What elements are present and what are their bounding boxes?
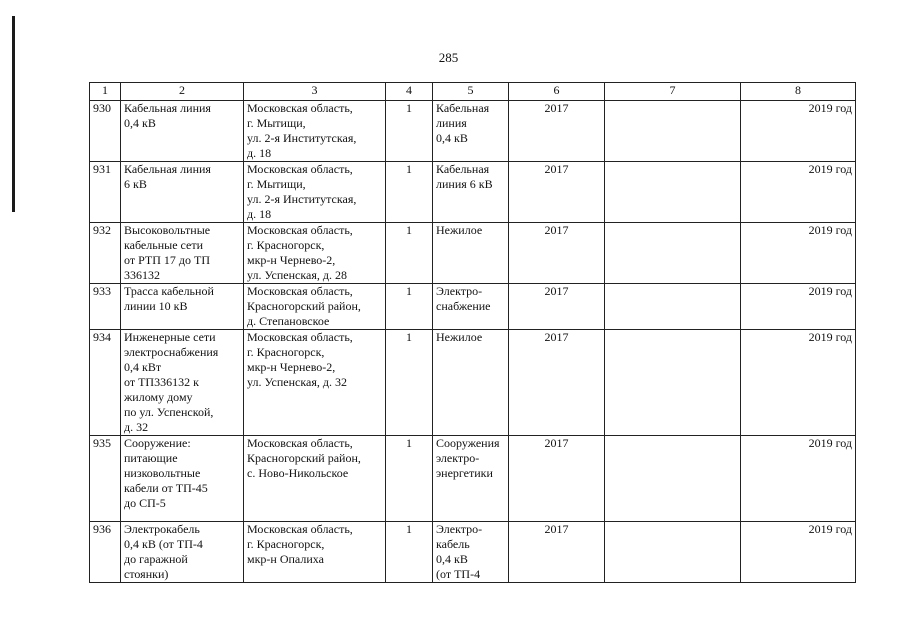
- table-body: [90, 83, 856, 583]
- table-row: [90, 436, 856, 522]
- address-cell-line: г. Красногорск,: [247, 238, 325, 252]
- object-name-cell: [121, 101, 244, 162]
- address-cell-line: мкр-н Чернево-2,: [247, 253, 336, 267]
- year-cell: 2017: [509, 330, 605, 436]
- object-name-cell-line: 0,4 кВ: [124, 116, 156, 130]
- object-name-cell: [121, 522, 244, 583]
- column-7-cell: [605, 522, 741, 583]
- address-cell-line: с. Ново-Никольское: [247, 466, 349, 480]
- table-header-row: [90, 83, 856, 101]
- object-name-cell-line: низковольтные: [124, 466, 201, 480]
- address-cell: [244, 284, 386, 330]
- address-cell-line: Московская область,: [247, 284, 353, 298]
- header-cell: 6: [509, 83, 605, 101]
- address-cell-line: Московская область,: [247, 101, 353, 115]
- address-cell-line: г. Мытищи,: [247, 177, 306, 191]
- object-type-cell-line: Сооружения: [436, 436, 500, 450]
- address-cell-line: Московская область,: [247, 330, 353, 344]
- object-name-cell-line: 0,4 кВт: [124, 360, 162, 374]
- deadline-cell: 2019 год: [741, 330, 856, 436]
- object-type-cell: [433, 522, 509, 583]
- address-cell-line: ул. 2-я Институтская,: [247, 131, 357, 145]
- object-name-cell-line: стоянки): [124, 567, 169, 581]
- address-cell: [244, 436, 386, 522]
- address-cell-line: мкр-н Чернево-2,: [247, 360, 336, 374]
- address-cell-line: мкр-н Опалиха: [247, 552, 324, 566]
- object-type-cell: [433, 101, 509, 162]
- address-cell: [244, 162, 386, 223]
- deadline-cell: 2019 год: [741, 223, 856, 284]
- address-cell: [244, 330, 386, 436]
- object-type-cell-line: 0,4 кВ: [436, 552, 468, 566]
- address-cell-line: г. Мытищи,: [247, 116, 306, 130]
- header-cell: 1: [90, 83, 121, 101]
- object-type-cell-line: Нежилое: [436, 330, 483, 344]
- object-type-cell: [433, 162, 509, 223]
- deadline-cell: 2019 год: [741, 284, 856, 330]
- object-name-cell-line: Электрокабель: [124, 522, 200, 536]
- address-cell-line: ул. Успенская, д. 28: [247, 268, 347, 282]
- object-name-cell-line: кабели от ТП-45: [124, 481, 208, 495]
- address-cell-line: д. Степановское: [247, 314, 330, 328]
- object-name-cell-line: по ул. Успенской,: [124, 405, 214, 419]
- address-cell-line: Московская область,: [247, 436, 353, 450]
- address-cell-line: Московская область,: [247, 223, 353, 237]
- object-name-cell-line: линии 10 кВ: [124, 299, 188, 313]
- left-margin-bar: [12, 16, 15, 212]
- object-name-cell-line: Кабельная линия: [124, 101, 211, 115]
- object-name-cell: [121, 436, 244, 522]
- address-cell-line: д. 18: [247, 146, 272, 160]
- object-type-cell-line: 0,4 кВ: [436, 131, 468, 145]
- quantity-cell: 1: [386, 330, 433, 436]
- column-7-cell: [605, 436, 741, 522]
- year-cell: 2017: [509, 101, 605, 162]
- quantity-cell: 1: [386, 223, 433, 284]
- deadline-cell: 2019 год: [741, 101, 856, 162]
- object-type-cell-line: линия: [436, 116, 467, 130]
- table-row: [90, 101, 856, 162]
- object-type-cell: [433, 223, 509, 284]
- object-name-cell: [121, 284, 244, 330]
- object-name-cell-line: жилому дому: [124, 390, 193, 404]
- object-name-cell-line: от РТП 17 до ТП: [124, 253, 211, 267]
- object-name-cell: [121, 330, 244, 436]
- object-type-cell-line: Электро-: [436, 522, 483, 536]
- object-name-cell-line: д. 32: [124, 420, 149, 434]
- column-7-cell: [605, 162, 741, 223]
- quantity-cell: 1: [386, 162, 433, 223]
- quantity-cell: 1: [386, 436, 433, 522]
- row-number-cell: 930: [90, 101, 121, 162]
- quantity-cell: 1: [386, 522, 433, 583]
- address-cell-line: Московская область,: [247, 522, 353, 536]
- object-type-cell-line: Электро-: [436, 284, 483, 298]
- row-number-cell: 932: [90, 223, 121, 284]
- object-name-cell: [121, 162, 244, 223]
- header-cell: 2: [121, 83, 244, 101]
- register-table: [89, 82, 856, 583]
- row-number-cell: 934: [90, 330, 121, 436]
- object-type-cell-line: Кабельная: [436, 162, 490, 176]
- object-name-cell-line: Инженерные сети: [124, 330, 216, 344]
- column-7-cell: [605, 223, 741, 284]
- address-cell-line: Красногорский район,: [247, 299, 361, 313]
- object-type-cell: [433, 284, 509, 330]
- object-name-cell: [121, 223, 244, 284]
- object-type-cell: [433, 436, 509, 522]
- object-name-cell-line: до СП-5: [124, 496, 166, 510]
- header-cell: 7: [605, 83, 741, 101]
- header-cell: 4: [386, 83, 433, 101]
- year-cell: 2017: [509, 522, 605, 583]
- object-name-cell-line: электроснабжения: [124, 345, 219, 359]
- row-number-cell: 933: [90, 284, 121, 330]
- row-number-cell: 935: [90, 436, 121, 522]
- address-cell-line: ул. 2-я Институтская,: [247, 192, 357, 206]
- object-type-cell-line: (от ТП-4: [436, 567, 481, 581]
- table-row: [90, 284, 856, 330]
- column-7-cell: [605, 330, 741, 436]
- object-type-cell-line: снабжение: [436, 299, 491, 313]
- deadline-cell: 2019 год: [741, 436, 856, 522]
- year-cell: 2017: [509, 162, 605, 223]
- address-cell-line: д. 18: [247, 207, 272, 221]
- address-cell: [244, 101, 386, 162]
- object-type-cell: [433, 330, 509, 436]
- object-type-cell-line: энергетики: [436, 466, 493, 480]
- column-7-cell: [605, 284, 741, 330]
- object-type-cell-line: кабель: [436, 537, 470, 551]
- object-name-cell-line: Кабельная линия: [124, 162, 211, 176]
- header-cell: 5: [433, 83, 509, 101]
- row-number-cell: 931: [90, 162, 121, 223]
- object-name-cell-line: кабельные сети: [124, 238, 203, 252]
- object-type-cell-line: электро-: [436, 451, 480, 465]
- header-cell: 3: [244, 83, 386, 101]
- object-type-cell-line: Нежилое: [436, 223, 483, 237]
- address-cell-line: ул. Успенская, д. 32: [247, 375, 347, 389]
- object-type-cell-line: Кабельная: [436, 101, 490, 115]
- column-7-cell: [605, 101, 741, 162]
- address-cell-line: г. Красногорск,: [247, 345, 325, 359]
- quantity-cell: 1: [386, 284, 433, 330]
- address-cell: [244, 522, 386, 583]
- object-name-cell-line: 0,4 кВ (от ТП-4: [124, 537, 203, 551]
- table-row: [90, 330, 856, 436]
- object-name-cell-line: питающие: [124, 451, 178, 465]
- object-name-cell-line: Высоковольтные: [124, 223, 211, 237]
- object-name-cell-line: Сооружение:: [124, 436, 191, 450]
- header-cell: 8: [741, 83, 856, 101]
- deadline-cell: 2019 год: [741, 162, 856, 223]
- year-cell: 2017: [509, 223, 605, 284]
- quantity-cell: 1: [386, 101, 433, 162]
- address-cell-line: Московская область,: [247, 162, 353, 176]
- address-cell: [244, 223, 386, 284]
- table-row: [90, 162, 856, 223]
- object-name-cell-line: от ТП336132 к: [124, 375, 199, 389]
- object-name-cell-line: Трасса кабельной: [124, 284, 214, 298]
- year-cell: 2017: [509, 284, 605, 330]
- deadline-cell: 2019 год: [741, 522, 856, 583]
- address-cell-line: г. Красногорск,: [247, 537, 325, 551]
- table-row: [90, 522, 856, 583]
- table-row: [90, 223, 856, 284]
- object-name-cell-line: до гаражной: [124, 552, 188, 566]
- address-cell-line: Красногорский район,: [247, 451, 361, 465]
- object-name-cell-line: 6 кВ: [124, 177, 147, 191]
- year-cell: 2017: [509, 436, 605, 522]
- page-number: 285: [438, 50, 459, 65]
- row-number-cell: 936: [90, 522, 121, 583]
- object-name-cell-line: 336132: [124, 268, 160, 282]
- object-type-cell-line: линия 6 кВ: [436, 177, 493, 191]
